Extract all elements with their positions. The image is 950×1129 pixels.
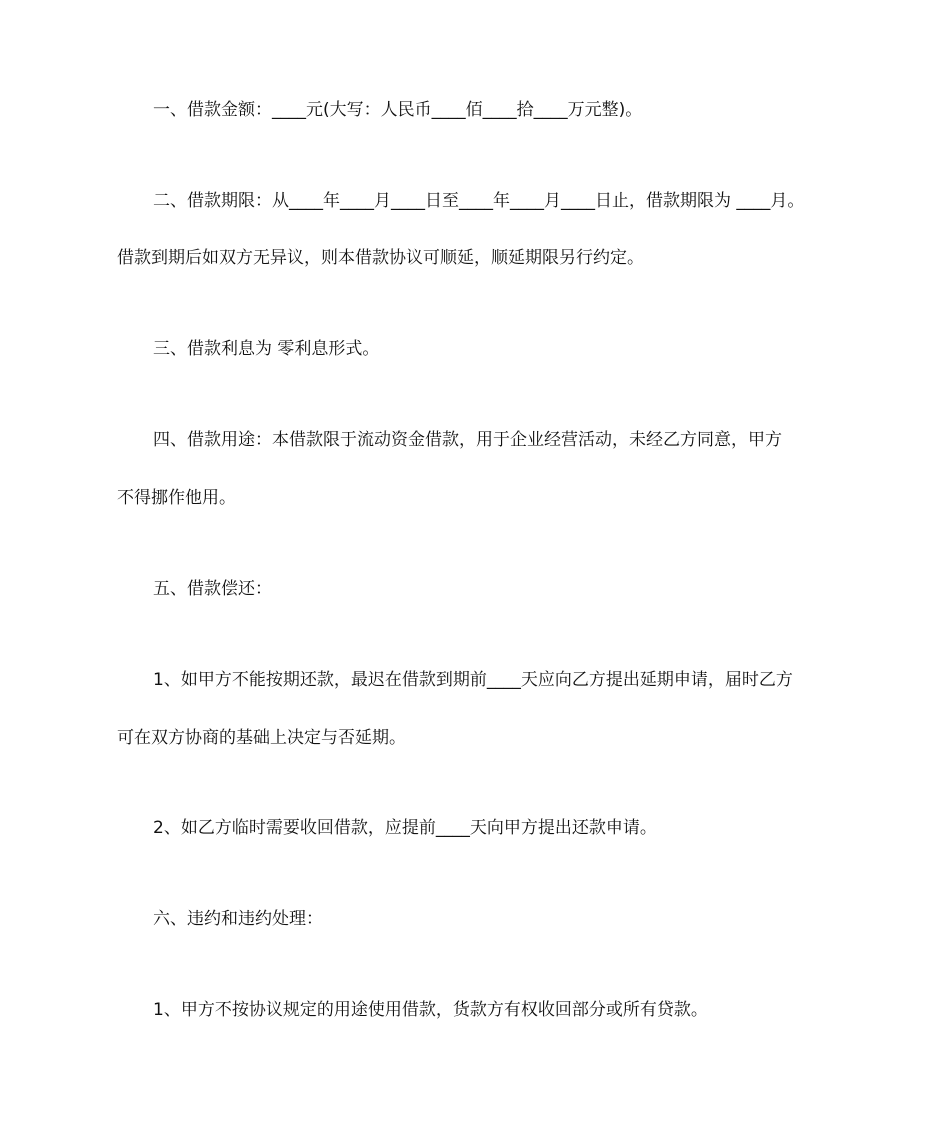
breach-item-1: 1、甲方不按协议规定的用途使用借款，货款方有权收回部分或所有贷款。 <box>153 1000 708 1020</box>
clause-loan-term-continued: 借款到期后如双方无异议，则本借款协议可顺延，顺延期限另行约定。 <box>117 248 644 268</box>
clause-loan-term: 二、借款期限：从____年____月____日至____年____月____日止，借款期限为 ____月。 <box>153 191 805 211</box>
clause-loan-purpose-continued: 不得挪作他用。 <box>117 488 236 508</box>
clause-loan-interest: 三、借款利息为 零利息形式。 <box>153 339 380 359</box>
repayment-item-2: 2、如乙方临时需要收回借款，应提前____天向甲方提出还款申请。 <box>153 818 657 838</box>
clause-loan-purpose: 四、借款用途：本借款限于流动资金借款，用于企业经营活动，未经乙方同意，甲方 <box>153 430 782 450</box>
section-breach: 六、违约和违约处理： <box>153 909 323 929</box>
repayment-item-1: 1、如甲方不能按期还款，最迟在借款到期前____天应向乙方提出延期申请，届时乙方 <box>153 670 793 690</box>
repayment-item-1-continued: 可在双方协商的基础上决定与否延期。 <box>117 728 406 748</box>
section-loan-repayment: 五、借款偿还： <box>153 579 272 599</box>
clause-loan-amount: 一、借款金额：____元(大写：人民币____佰____拾____万元整)。 <box>153 100 643 120</box>
